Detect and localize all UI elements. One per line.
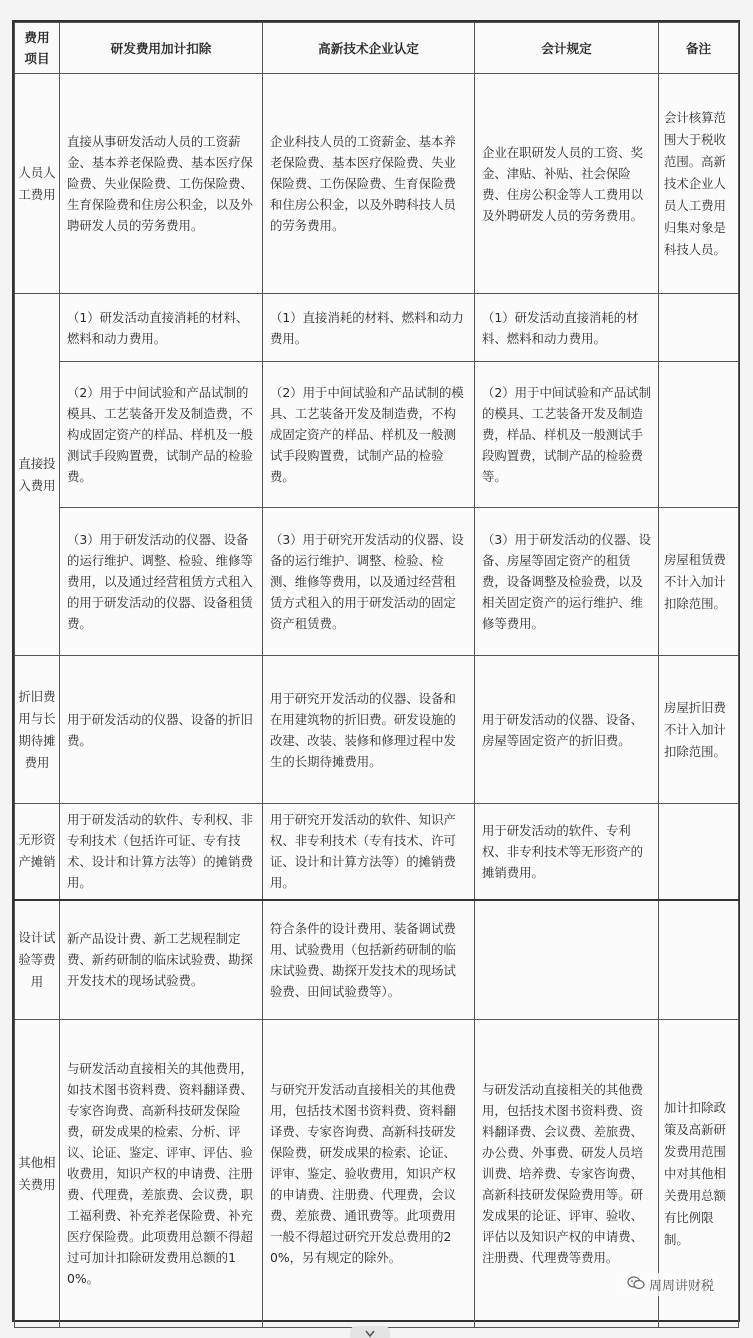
row-category: 其他相关费用 (15, 1020, 60, 1328)
cell-note (659, 804, 739, 900)
header-expense-item: 费用项目 (15, 23, 60, 74)
table-header-row (15, 23, 739, 74)
cell-deduction: 用于研发活动的软件、专利权、非专利技术（包括许可证、专有技术、设计和计算方法等）的摊销费用。 (60, 804, 263, 900)
row-category: 无形资产摊销 (15, 804, 60, 900)
cell-deduction: 直接从事研发活动人员的工资薪金、基本养老保险费、基本医疗保险费、失业保险费、工伤保险费、生育保险费和住房公积金，以及外聘研发人员的劳务费用。 (60, 74, 263, 294)
cell-hightech: 符合条件的设计费用、装备调试费用、试验费用（包括新药研制的临床试验费、勘探开发技术的现场试验费、田间试验费等）。 (263, 900, 475, 1020)
cell-hightech: （2）用于中间试验和产品试制的模具、工艺装备开发及制造费，不构成固定资产的样品、样机及一般测试手段购置费，试制产品的检验费。 (263, 362, 475, 508)
cell-hightech: （1）直接消耗的材料、燃料和动力费用。 (263, 294, 475, 362)
cell-note: 会计核算范围大于税收范围。高新技术企业人员人工费用归集对象是科技人员。 (659, 74, 739, 294)
table-row (15, 74, 739, 294)
chevron-down-icon (365, 1330, 375, 1338)
header-deduction: 研发费用加计扣除 (60, 23, 263, 74)
cell-accounting: 用于研发活动的软件、专利权、非专利技术等无形资产的摊销费用。 (475, 804, 659, 900)
row-category: 设计试验等费用 (15, 900, 60, 1020)
cell-hightech: 与研究开发活动直接相关的其他费用，包括技术图书资料费、资料翻译费、专家咨询费、高新科技研发保险费，研发成果的检索、论证、评审、鉴定、验收费用，知识产权的申请费、注册费、代理费，会议费、差旅费、通讯费等。此项费用一般不得超过研究开发总费用的20%，另有规定的除外。 (263, 1020, 475, 1328)
header-note: 备注 (659, 23, 739, 74)
cell-deduction: 与研发活动直接相关的其他费用，如技术图书资料费、资料翻译费、专家咨询费、高新科技研发保险费，研发成果的检索、分析、评议、论证、鉴定、评审、评估、验收费用，知识产权的申请费、注册费、代理费，差旅费、会议费，职工福利费、补充养老保险费、补充医疗保险费。此项费用总额不得超过可加计扣除研发费用总额的10%。 (60, 1020, 263, 1328)
cell-hightech: 用于研究开发活动的软件、知识产权、非专利技术（专有技术、许可证、设计和计算方法等）的摊销费用。 (263, 804, 475, 900)
rd-expense-comparison-table (14, 22, 739, 1328)
cell-note (659, 362, 739, 508)
table-row (15, 900, 739, 1020)
cell-deduction: （2）用于中间试验和产品试制的模具、工艺装备开发及制造费，不构成固定资产的样品、样机及一般测试手段购置费，试制产品的检验费。 (60, 362, 263, 508)
row-category: 直接投入费用 (15, 294, 60, 656)
cell-note: 房屋租赁费不计入加计扣除范围。 (659, 508, 739, 656)
cell-accounting: 与研发活动直接相关的其他费用，包括技术图书资料费、资料翻译费、会议费、差旅费、办公费、外事费、研发人员培训费、培养费、专家咨询费、高新科技研发保险费用等。研发成果的论证、评审、验收、评估以及知识产权的申请费、注册费、代理费等费用。 (475, 1020, 659, 1328)
cell-hightech: 企业科技人员的工资薪金、基本养老保险费、基本医疗保险费、失业保险费、工伤保险费、生育保险费和住房公积金，以及外聘科技人员的劳务费用。 (263, 74, 475, 294)
table-row (15, 804, 739, 900)
wechat-icon (627, 1276, 645, 1294)
table-row (15, 656, 739, 804)
row-category: 折旧费用与长期待摊费用 (15, 656, 60, 804)
cell-deduction: 新产品设计费、新工艺规程制定费、新药研制的临床试验费、勘探开发技术的现场试验费。 (60, 900, 263, 1020)
row-category: 人员人工费用 (15, 74, 60, 294)
cell-accounting (475, 900, 659, 1020)
header-hightech: 高新技术企业认定 (263, 23, 475, 74)
cell-deduction: （1）研发活动直接消耗的材料、燃料和动力费用。 (60, 294, 263, 362)
cell-deduction: （3）用于研发活动的仪器、设备的运行维护、调整、检验、维修等费用，以及通过经营租赁方式租入的用于研发活动的仪器、设备租赁费。 (60, 508, 263, 656)
cell-accounting: （1）研发活动直接消耗的材料、燃料和动力费用。 (475, 294, 659, 362)
table-row (15, 508, 739, 656)
cell-accounting: （2）用于中间试验和产品试制的模具、工艺装备开发及制造费，样品、样机及一般测试手段购置费，试制产品的检验费等。 (475, 362, 659, 508)
scroll-down-button[interactable] (350, 1326, 390, 1338)
cell-hightech: 用于研究开发活动的仪器、设备和在用建筑物的折旧费。研发设施的改建、改装、装修和修理过程中发生的长期待摊费用。 (263, 656, 475, 804)
header-accounting: 会计规定 (475, 23, 659, 74)
table-row (15, 294, 739, 362)
document-page (12, 20, 740, 1322)
cell-accounting: 用于研发活动的仪器、设备、房屋等固定资产的折旧费。 (475, 656, 659, 804)
cell-accounting: 企业在职研发人员的工资、奖金、津贴、补贴、社会保险费、住房公积金等人工费用以及外聘研发人员的劳务费用。 (475, 74, 659, 294)
cell-note: 房屋折旧费不计入加计扣除范围。 (659, 656, 739, 804)
cell-note (659, 294, 739, 362)
cell-hightech: （3）用于研究开发活动的仪器、设备的运行维护、调整、检验、检测、维修等费用，以及通过经营租赁方式租入的用于研发活动的固定资产租赁费。 (263, 508, 475, 656)
watermark-text: 周周讲财税 (648, 1279, 714, 1294)
cell-accounting: （3）用于研发活动的仪器、设备、房屋等固定资产的租赁费，设备调整及检验费，以及相关固定资产的运行维护、维修等费用。 (475, 508, 659, 656)
watermark (623, 1273, 718, 1296)
cell-deduction: 用于研发活动的仪器、设备的折旧费。 (60, 656, 263, 804)
cell-note: 加计扣除政策及高新研发费用范围中对其他相关费用总额有比例限制。 (659, 1020, 739, 1328)
table-row (15, 362, 739, 508)
cell-note (659, 900, 739, 1020)
